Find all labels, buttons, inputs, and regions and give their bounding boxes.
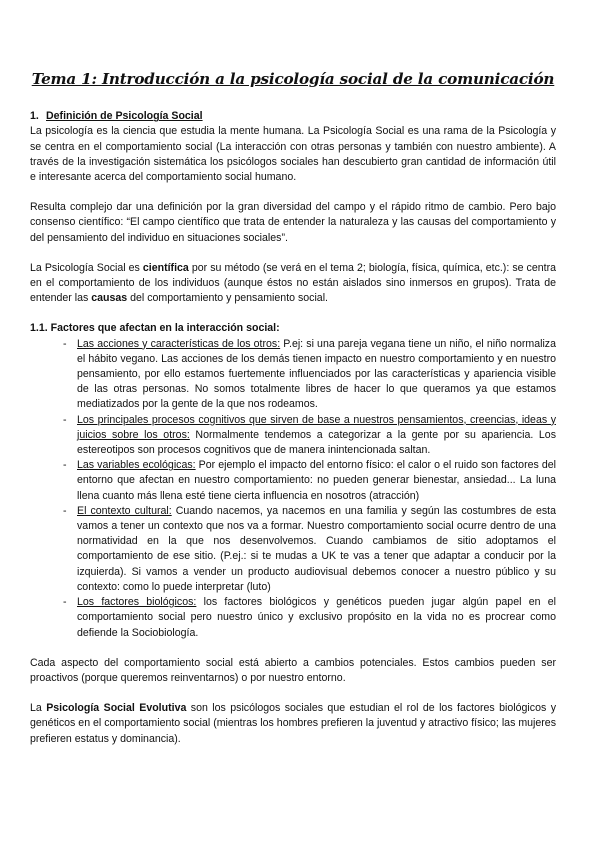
list-item-variables-ecologicas: [63, 458, 556, 504]
bullet-dash: -: [63, 596, 67, 609]
bullet-dash: -: [63, 337, 67, 350]
section-number: 1.: [30, 110, 39, 123]
paragraph-cientifica: [30, 261, 556, 307]
text-segment: son los psicólogos sociales que estudian el rol de los factores biológicos y genéticos en el comportamiento social (mientras los hombres prefieren la juventud y atractivo físico; las mujeres prefieren estatus y dominancia).: [30, 702, 556, 745]
list-item-text: Cuando nacemos, ya nacemos en una familia y según las costumbres de esta vamos a tener un contexto que nos va a formar. Nuestro comportamiento social ocurre dentro de una normatividad en la que nos desenvolvemos. Cuando cambiamos de sitio adoptamos el comportamiento de ese sitio. (P.ej.: si te mudas a UK te vas a tener que adaptar a conducir por la izquierda). Si vamos a vender un producto audiovisual debemos conocer a nuestro público y su contexto: como lo puede interpretar (luto): [77, 504, 556, 593]
subsection-heading-factores: 1.1. Factores que afectan en la interacción social:: [30, 322, 280, 335]
paragraph-psicologia-ciencia: La psicología es la ciencia que estudia la mente humana. La Psicología Social es una rama de la Psicología y se centra en el comportamiento social (La interacción con otras personas y también con nuestro ambiente). A través de la investigación sistemática los psicólogos sociales han descubierto gran cantidad de información útil e interesante acerca del comportamiento social humano.: [30, 125, 556, 184]
paragraph-evolutiva: [30, 701, 556, 747]
bold-term-causas: causas: [91, 292, 128, 305]
list-item-text: Normalmente tendemos a categorizar a la gente por su apariencia. Los estereotipos son procesos cognitivos que de manera inintencionada saltan.: [77, 428, 556, 457]
paragraph-definicion-compleja: Resulta complejo dar una definición por la gran diversidad del campo y el rápido ritmo de cambio. Pero bajo consenso científico: “El campo científico que trata de entender la naturaleza y las causas del comportamiento y del pensamiento del individuo en situaciones sociales”.: [30, 201, 556, 244]
text-segment: La: [30, 702, 47, 715]
text-segment: por su método (se verá en el tema 2; biología, física, química, etc.): se centra en el comportamiento de los individuos (aunque éstos no están aislados sino inmersos en grupos). Trata de entender las: [30, 261, 556, 305]
paragraph-cambios: Cada aspecto del comportamiento social está abierto a cambios potenciales. Estos cambios pueden ser proactivos (porque queremos reinventarnos) o por nuestro entorno.: [30, 656, 556, 684]
text-segment: del comportamiento y pensamiento social.: [127, 292, 328, 305]
document-title: Tema 1: Introducción a la psicología social de la comunicación: [31, 70, 555, 88]
bullet-dash: -: [63, 413, 67, 426]
list-item-label: Las variables ecológicas:: [77, 459, 196, 472]
list-item-acciones: [63, 337, 556, 413]
list-item-text: los factores biológicos y genéticos pueden jugar algún papel en el comportamiento social pero nuestro único y exclusivo propósito en la vida no es procrear como defiende la Sociobiología.: [77, 596, 556, 639]
list-item-label: El contexto cultural:: [77, 504, 172, 517]
bullet-dash: -: [63, 459, 67, 472]
bold-term-evolutiva: Psicología Social Evolutiva: [46, 702, 187, 715]
list-item-procesos-cognitivos: [63, 413, 556, 459]
text-segment: La Psicología Social es: [30, 261, 143, 274]
list-item-text: Por ejemplo el impacto del entorno físico: el calor o el ruido son factores del entorno que afectan en nuestro comportamiento: no pueden generar bienestar, ansiedad... La luna llena cuanto más llena esté tiene cierta influencia en nosotros (atracción): [77, 459, 556, 502]
factors-list: [30, 337, 556, 641]
list-item-contexto-cultural: [63, 504, 556, 595]
section-heading-definicion: [30, 109, 556, 124]
list-item-text: P.ej: si una pareja vegana tiene un niño, el niño normaliza el hábito vegano. Las acciones de los demás tienen impacto en nuestro comportamiento y en nuestro pensamiento, por ello estamos fuertemente influenciados por las características y apariencia visible de las otras personas. No somos totalmente libres de hacer lo que queramos ya que estamos mediatizados por la gente de la que nos rodeamos.: [77, 337, 556, 411]
list-item-label: Los principales procesos cognitivos que sirven de base a nuestros pensamientos, creencias, ideas y juicios sobre los otros:: [77, 413, 556, 441]
bold-term-cientifica: científica: [142, 261, 189, 274]
list-item-label: Los factores biológicos:: [77, 596, 197, 609]
section-heading-text: Definición de Psicología Social: [46, 110, 203, 123]
bullet-dash: -: [63, 504, 67, 517]
list-item-label: Las acciones y características de los otros:: [77, 337, 281, 350]
list-item-factores-biologicos: [63, 595, 556, 641]
